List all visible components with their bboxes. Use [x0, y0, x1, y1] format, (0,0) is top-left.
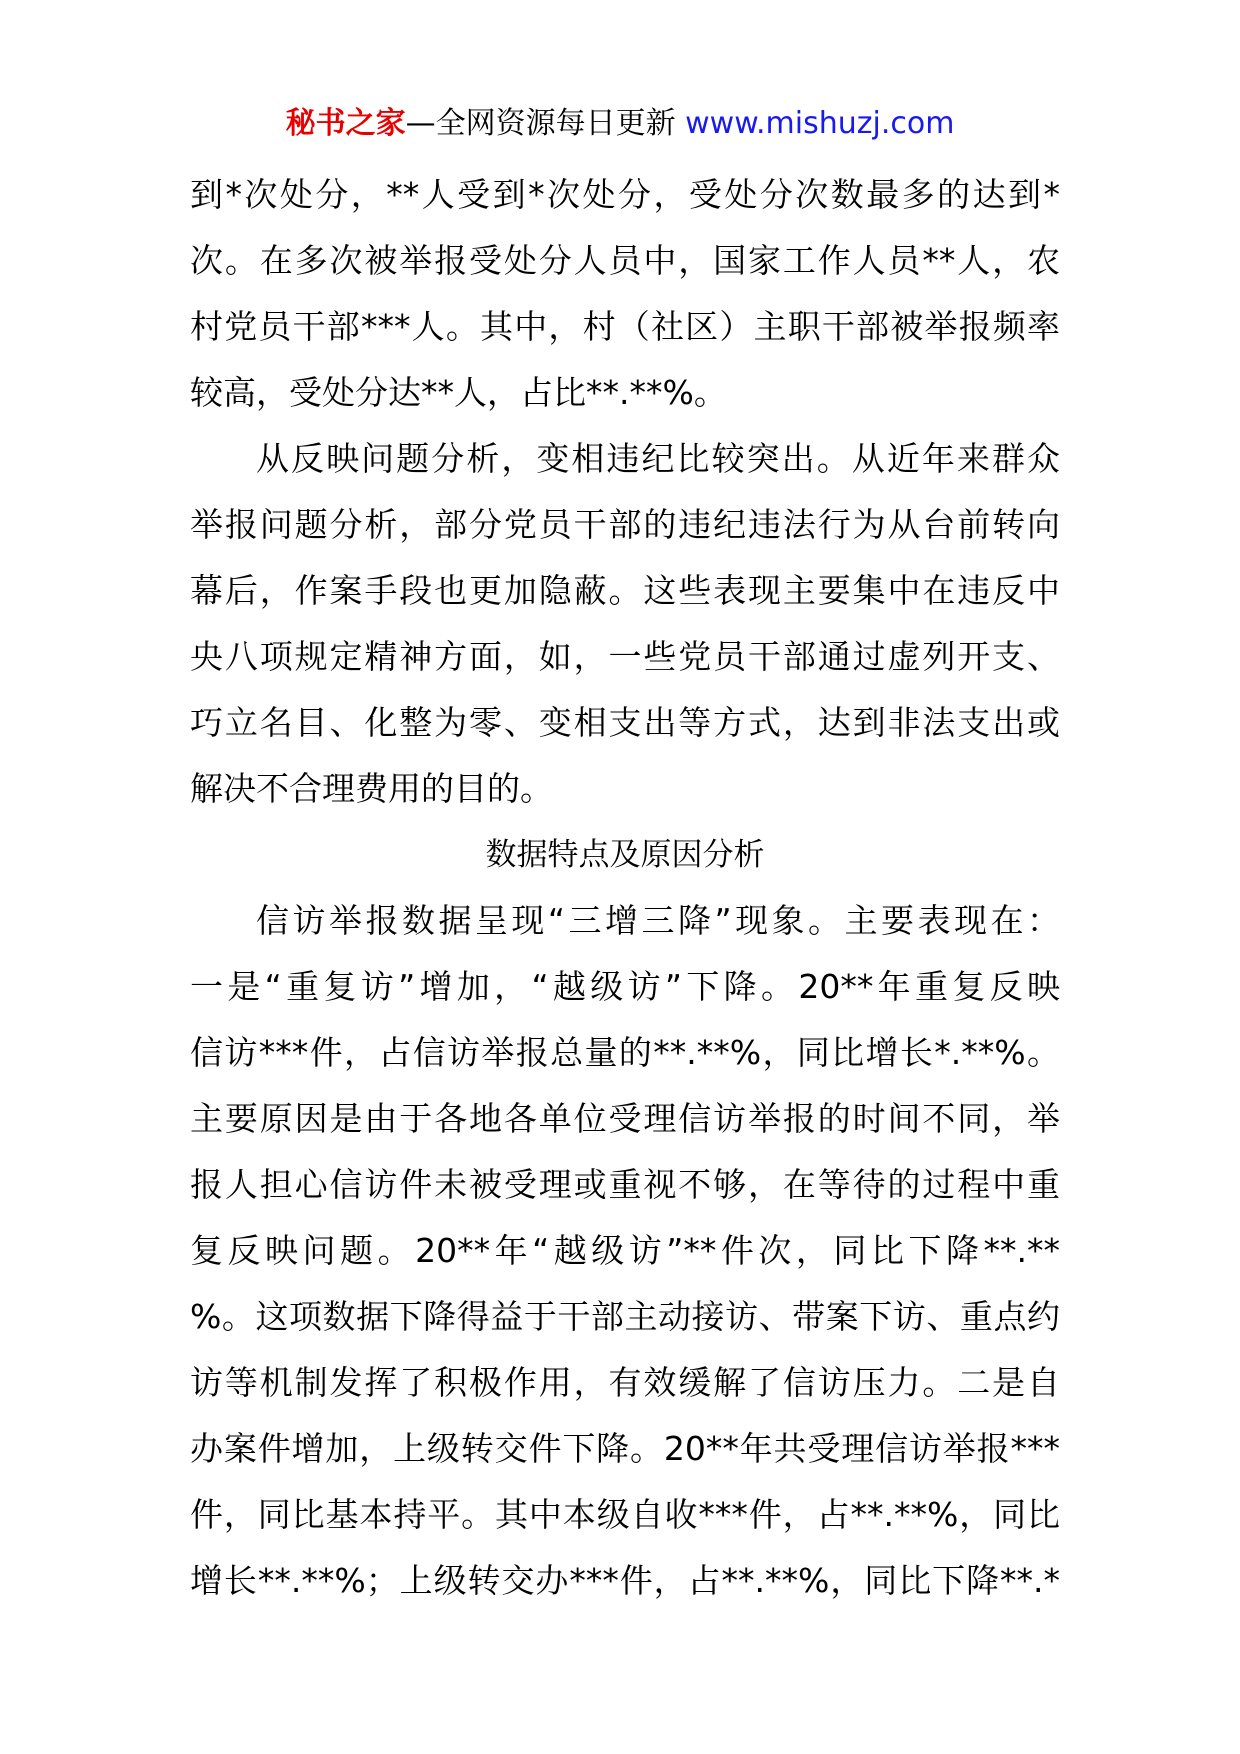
text-line: 到*次处分，**人受到*次处分，受处分次数最多的达到*: [190, 175, 1060, 214]
text-line: 访等机制发挥了积极作用，有效缓解了信访压力。二是自: [190, 1363, 1060, 1402]
text-line: 幕后，作案手段也更加隐蔽。这些表现主要集中在违反中: [190, 571, 1060, 610]
brand-name: 秘书之家: [285, 106, 406, 141]
site-url-link[interactable]: www.mishuzj.com: [685, 106, 955, 141]
text-line: 解决不合理费用的目的。: [190, 769, 553, 808]
text-line: %。这项数据下降得益于干部主动接访、带案下访、重点约: [190, 1297, 1060, 1336]
text-line: 从反映问题分析，变相违纪比较突出。从近年来群众: [256, 439, 1060, 478]
text-line: 主要原因是由于各地各单位受理信访举报的时间不同，举: [190, 1099, 1060, 1138]
text-line: 信访***件，占信访举报总量的**.**%，同比增长*.**%。: [190, 1033, 1060, 1072]
text-line: 一是“重复访”增加，“越级访”下降。20**年重复反映: [190, 967, 1060, 1006]
paragraph-1: [190, 162, 1060, 426]
header-tagline: —全网资源每日更新: [405, 106, 686, 141]
paragraph-2: [190, 426, 1060, 822]
text-line: 举报问题分析，部分党员干部的违纪违法行为从台前转向: [190, 505, 1060, 544]
document-body: [190, 162, 1060, 1614]
text-line: 次。在多次被举报受处分人员中，国家工作人员**人，农: [190, 241, 1060, 280]
text-line: 巧立名目、化整为零、变相支出等方式，达到非法支出或: [190, 703, 1060, 742]
text-line: 办案件增加，上级转交件下降。20**年共受理信访举报***: [190, 1429, 1060, 1468]
text-line: 复反映问题。20**年“越级访”**件次，同比下降**.**: [190, 1231, 1060, 1270]
text-line: 信访举报数据呈现“三增三降”现象。主要表现在：: [256, 901, 1060, 940]
text-line: 央八项规定精神方面，如，一些党员干部通过虚列开支、: [190, 637, 1060, 676]
text-line: 较高，受处分达**人，占比**.**%。: [190, 373, 727, 412]
text-line: 村党员干部***人。其中，村（社区）主职干部被举报频率: [190, 307, 1060, 346]
text-line: 增长**.**%；上级转交办***件，占**.**%，同比下降**.*: [190, 1561, 1060, 1600]
page-header: [0, 100, 1240, 148]
text-line: 报人担心信访件未被受理或重视不够，在等待的过程中重: [190, 1165, 1060, 1204]
paragraph-3: [190, 888, 1060, 1614]
text-line: 件，同比基本持平。其中本级自收***件，占**.**%，同比: [190, 1495, 1060, 1534]
section-heading: 数据特点及原因分析: [485, 837, 765, 873]
